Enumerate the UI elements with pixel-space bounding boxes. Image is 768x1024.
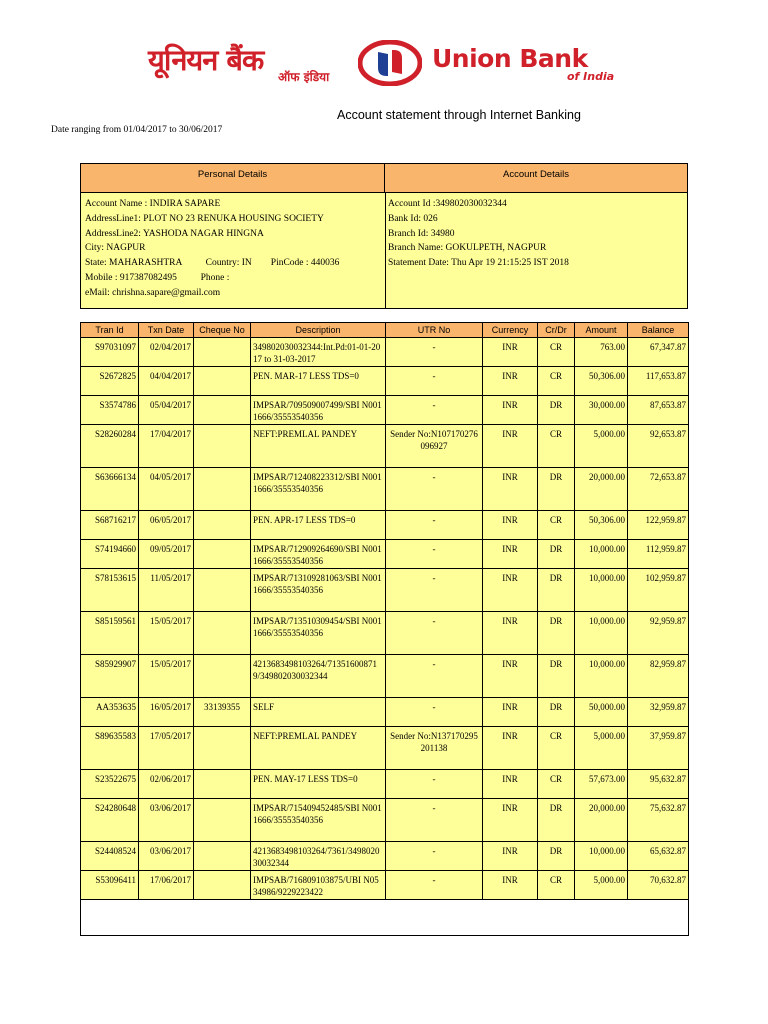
cell-currency: INR bbox=[483, 842, 538, 871]
cell-tran-id: S28260284 bbox=[81, 425, 139, 468]
cell-description: IMPSAR/709509007499/SBI N0011666/35553540356 bbox=[251, 396, 386, 425]
cell-txn-date: 02/06/2017 bbox=[139, 770, 194, 799]
cell-cheque-no bbox=[194, 540, 251, 569]
table-row bbox=[81, 468, 689, 511]
cell-tran-id: S85159561 bbox=[81, 612, 139, 655]
cell-balance: 37,959.87 bbox=[628, 727, 689, 770]
table-row bbox=[81, 655, 689, 698]
cell-amount: 30,000.00 bbox=[575, 396, 628, 425]
cell-balance: 92,959.87 bbox=[628, 612, 689, 655]
cell-utr-no: - bbox=[386, 468, 483, 511]
cell-tran-id: S85929907 bbox=[81, 655, 139, 698]
table-row bbox=[81, 425, 689, 468]
cell-balance: 32,959.87 bbox=[628, 698, 689, 727]
table-row bbox=[81, 770, 689, 799]
cell-utr-no: - bbox=[386, 612, 483, 655]
table-row bbox=[81, 540, 689, 569]
table-row bbox=[81, 396, 689, 425]
cell-currency: INR bbox=[483, 396, 538, 425]
cell-tran-id: S78153615 bbox=[81, 569, 139, 612]
cell-amount: 50,000.00 bbox=[575, 698, 628, 727]
cell-currency: INR bbox=[483, 468, 538, 511]
cell-txn-date: 03/06/2017 bbox=[139, 842, 194, 871]
cell-cr-dr: DR bbox=[538, 612, 575, 655]
cell-currency: INR bbox=[483, 569, 538, 612]
cell-currency: INR bbox=[483, 425, 538, 468]
cell-description: 4213683498103264/713516008719/349802030032344 bbox=[251, 655, 386, 698]
cell-cheque-no bbox=[194, 425, 251, 468]
cell-cheque-no bbox=[194, 569, 251, 612]
cell-cheque-no bbox=[194, 799, 251, 842]
cell-balance: 92,653.87 bbox=[628, 425, 689, 468]
bank-id: Bank Id: 026 bbox=[388, 213, 438, 224]
cell-amount: 20,000.00 bbox=[575, 799, 628, 842]
col-utr-no: UTR No bbox=[386, 323, 483, 338]
cell-cr-dr: DR bbox=[538, 698, 575, 727]
statement-title: Account statement through Internet Banking bbox=[337, 108, 581, 122]
cell-tran-id: S24280648 bbox=[81, 799, 139, 842]
address-line-1: AddressLine1: PLOT NO 23 RENUKA HOUSING SOCIETY bbox=[85, 213, 324, 224]
transactions-table bbox=[80, 322, 689, 936]
cell-currency: INR bbox=[483, 799, 538, 842]
cell-cheque-no bbox=[194, 871, 251, 900]
cell-txn-date: 15/05/2017 bbox=[139, 612, 194, 655]
cell-balance: 67,347.87 bbox=[628, 338, 689, 367]
transactions-body bbox=[81, 338, 689, 936]
bank-subname-hindi: ऑफ इंडिया bbox=[278, 70, 330, 84]
cell-txn-date: 03/06/2017 bbox=[139, 799, 194, 842]
cell-txn-date: 17/04/2017 bbox=[139, 425, 194, 468]
cell-amount: 50,306.00 bbox=[575, 367, 628, 396]
cell-txn-date: 17/05/2017 bbox=[139, 727, 194, 770]
state-country-pincode: State: MAHARASHTRA Country: IN PinCode : 440036 bbox=[85, 258, 340, 269]
cell-utr-no: - bbox=[386, 698, 483, 727]
table-row bbox=[81, 367, 689, 396]
table-row bbox=[81, 612, 689, 655]
cell-txn-date: 04/05/2017 bbox=[139, 468, 194, 511]
address-line-2: AddressLine2: YASHODA NAGAR HINGNA bbox=[85, 228, 264, 239]
cell-cr-dr: DR bbox=[538, 842, 575, 871]
cell-utr-no: - bbox=[386, 569, 483, 612]
empty-cell bbox=[81, 900, 689, 936]
cell-cr-dr: DR bbox=[538, 569, 575, 612]
cell-utr-no: - bbox=[386, 338, 483, 367]
table-row bbox=[81, 871, 689, 900]
table-row bbox=[81, 511, 689, 540]
cell-description: PEN. APR-17 LESS TDS=0 bbox=[251, 511, 386, 540]
cell-amount: 10,000.00 bbox=[575, 540, 628, 569]
cell-cheque-no bbox=[194, 612, 251, 655]
union-bank-logo-icon bbox=[358, 40, 422, 86]
details-box bbox=[80, 163, 688, 309]
cell-balance: 117,653.87 bbox=[628, 367, 689, 396]
cell-txn-date: 05/04/2017 bbox=[139, 396, 194, 425]
cell-utr-no: - bbox=[386, 367, 483, 396]
col-balance: Balance bbox=[628, 323, 689, 338]
cell-balance: 95,632.87 bbox=[628, 770, 689, 799]
account-id: Account Id :349802030032344 bbox=[388, 199, 507, 209]
cell-description: IMPSAR/712909264690/SBI N0011666/35553540356 bbox=[251, 540, 386, 569]
table-row bbox=[81, 842, 689, 871]
cell-balance: 65,632.87 bbox=[628, 842, 689, 871]
cell-tran-id: S68716217 bbox=[81, 511, 139, 540]
cell-amount: 57,673.00 bbox=[575, 770, 628, 799]
cell-cr-dr: CR bbox=[538, 511, 575, 540]
cell-cr-dr: DR bbox=[538, 655, 575, 698]
cell-cr-dr: CR bbox=[538, 727, 575, 770]
cell-cr-dr: CR bbox=[538, 770, 575, 799]
cell-cr-dr: CR bbox=[538, 425, 575, 468]
cell-description: 4213683498103264/7361/349802030032344 bbox=[251, 842, 386, 871]
cell-txn-date: 02/04/2017 bbox=[139, 338, 194, 367]
cell-amount: 10,000.00 bbox=[575, 612, 628, 655]
cell-balance: 102,959.87 bbox=[628, 569, 689, 612]
cell-amount: 50,306.00 bbox=[575, 511, 628, 540]
table-row bbox=[81, 799, 689, 842]
col-cheque-no: Cheque No bbox=[194, 323, 251, 338]
cell-currency: INR bbox=[483, 770, 538, 799]
cell-utr-no: - bbox=[386, 655, 483, 698]
cell-tran-id: S2672825 bbox=[81, 367, 139, 396]
cell-currency: INR bbox=[483, 367, 538, 396]
cell-cheque-no bbox=[194, 727, 251, 770]
branch-name: Branch Name: GOKULPETH, NAGPUR bbox=[388, 243, 547, 254]
cell-amount: 5,000.00 bbox=[575, 425, 628, 468]
cell-txn-date: 06/05/2017 bbox=[139, 511, 194, 540]
statement-date: Statement Date: Thu Apr 19 21:15:25 IST 2018 bbox=[388, 258, 569, 269]
cell-txn-date: 11/05/2017 bbox=[139, 569, 194, 612]
cell-cheque-no bbox=[194, 655, 251, 698]
cell-cheque-no bbox=[194, 367, 251, 396]
cell-utr-no: - bbox=[386, 799, 483, 842]
cell-description: IMPSAB/716809103875/UBI N0534986/9229223422 bbox=[251, 871, 386, 900]
cell-description: PEN. MAY-17 LESS TDS=0 bbox=[251, 770, 386, 799]
cell-tran-id: S89635583 bbox=[81, 727, 139, 770]
cell-currency: INR bbox=[483, 655, 538, 698]
cell-txn-date: 09/05/2017 bbox=[139, 540, 194, 569]
cell-amount: 10,000.00 bbox=[575, 655, 628, 698]
cell-cheque-no bbox=[194, 770, 251, 799]
personal-details bbox=[85, 197, 339, 301]
account-details-heading: Account Details bbox=[385, 164, 687, 193]
col-currency: Currency bbox=[483, 323, 538, 338]
cell-cr-dr: DR bbox=[538, 799, 575, 842]
cell-utr-no: - bbox=[386, 842, 483, 871]
cell-currency: INR bbox=[483, 727, 538, 770]
table-row bbox=[81, 698, 689, 727]
account-name: Account Name : INDIRA SAPARE bbox=[85, 199, 221, 209]
cell-description: IMPSAR/713109281063/SBI N0011666/35553540356 bbox=[251, 569, 386, 612]
cell-description: IMPSAR/715409452485/SBI N0011666/35553540356 bbox=[251, 799, 386, 842]
bank-header bbox=[0, 0, 768, 100]
cell-currency: INR bbox=[483, 698, 538, 727]
date-range: Date ranging from 01/04/2017 to 30/06/2017 bbox=[51, 125, 223, 135]
cell-amount: 5,000.00 bbox=[575, 727, 628, 770]
col-tran-id: Tran Id bbox=[81, 323, 139, 338]
cell-currency: INR bbox=[483, 540, 538, 569]
cell-tran-id: S23522675 bbox=[81, 770, 139, 799]
cell-balance: 82,959.87 bbox=[628, 655, 689, 698]
cell-utr-no: - bbox=[386, 396, 483, 425]
cell-tran-id: S24408524 bbox=[81, 842, 139, 871]
cell-description: IMPSAR/713510309454/SBI N0011666/35553540356 bbox=[251, 612, 386, 655]
cell-currency: INR bbox=[483, 511, 538, 540]
cell-txn-date: 16/05/2017 bbox=[139, 698, 194, 727]
cell-currency: INR bbox=[483, 612, 538, 655]
table-header-row bbox=[81, 323, 689, 338]
table-row bbox=[81, 338, 689, 367]
mobile-phone: Mobile : 917387082495 Phone : bbox=[85, 272, 230, 283]
empty-row bbox=[81, 900, 689, 936]
cell-amount: 10,000.00 bbox=[575, 569, 628, 612]
cell-currency: INR bbox=[483, 338, 538, 367]
cell-tran-id: S74194660 bbox=[81, 540, 139, 569]
personal-details-heading: Personal Details bbox=[81, 164, 385, 193]
details-divider bbox=[385, 193, 386, 308]
cell-tran-id: S3574786 bbox=[81, 396, 139, 425]
col-amount: Amount bbox=[575, 323, 628, 338]
cell-txn-date: 15/05/2017 bbox=[139, 655, 194, 698]
cell-cheque-no: 33139355 bbox=[194, 698, 251, 727]
cell-cheque-no bbox=[194, 338, 251, 367]
cell-cr-dr: DR bbox=[538, 540, 575, 569]
bank-name: Union Bank bbox=[432, 44, 588, 73]
cell-utr-no: - bbox=[386, 511, 483, 540]
table-row bbox=[81, 727, 689, 770]
branch-id: Branch Id: 34980 bbox=[388, 228, 455, 239]
cell-description: NEFT:PREMLAL PANDEY bbox=[251, 727, 386, 770]
cell-utr-no: Sender No:N107170276096927 bbox=[386, 425, 483, 468]
city: City: NAGPUR bbox=[85, 243, 146, 254]
cell-cr-dr: CR bbox=[538, 871, 575, 900]
cell-cr-dr: DR bbox=[538, 396, 575, 425]
email: eMail: chrishna.sapare@gmail.com bbox=[85, 287, 221, 298]
cell-currency: INR bbox=[483, 871, 538, 900]
cell-description: NEFT:PREMLAL PANDEY bbox=[251, 425, 386, 468]
cell-txn-date: 17/06/2017 bbox=[139, 871, 194, 900]
col-txn-date: Txn Date bbox=[139, 323, 194, 338]
bank-subname: of India bbox=[567, 70, 615, 83]
cell-cheque-no bbox=[194, 511, 251, 540]
cell-balance: 112,959.87 bbox=[628, 540, 689, 569]
cell-cheque-no bbox=[194, 396, 251, 425]
cell-balance: 87,653.87 bbox=[628, 396, 689, 425]
cell-cr-dr: CR bbox=[538, 367, 575, 396]
cell-balance: 122,959.87 bbox=[628, 511, 689, 540]
cell-description: SELF bbox=[251, 698, 386, 727]
cell-cheque-no bbox=[194, 842, 251, 871]
account-details bbox=[388, 197, 569, 271]
cell-utr-no: Sender No:N137170295201138 bbox=[386, 727, 483, 770]
bank-name-hindi: यूनियन बैंक bbox=[148, 43, 264, 77]
cell-cr-dr: DR bbox=[538, 468, 575, 511]
cell-cr-dr: CR bbox=[538, 338, 575, 367]
cell-amount: 5,000.00 bbox=[575, 871, 628, 900]
cell-description: PEN. MAR-17 LESS TDS=0 bbox=[251, 367, 386, 396]
cell-txn-date: 04/04/2017 bbox=[139, 367, 194, 396]
cell-utr-no: - bbox=[386, 871, 483, 900]
table-row bbox=[81, 569, 689, 612]
cell-description: 349802030032344:Int.Pd:01-01-2017 to 31-03-2017 bbox=[251, 338, 386, 367]
cell-balance: 70,632.87 bbox=[628, 871, 689, 900]
cell-tran-id: S63666134 bbox=[81, 468, 139, 511]
cell-tran-id: S53096411 bbox=[81, 871, 139, 900]
cell-balance: 75,632.87 bbox=[628, 799, 689, 842]
cell-amount: 20,000.00 bbox=[575, 468, 628, 511]
cell-utr-no: - bbox=[386, 770, 483, 799]
cell-amount: 763.00 bbox=[575, 338, 628, 367]
col-cr-dr: Cr/Dr bbox=[538, 323, 575, 338]
cell-utr-no: - bbox=[386, 540, 483, 569]
col-description: Description bbox=[251, 323, 386, 338]
cell-cheque-no bbox=[194, 468, 251, 511]
cell-balance: 72,653.87 bbox=[628, 468, 689, 511]
cell-tran-id: S97031097 bbox=[81, 338, 139, 367]
cell-tran-id: AA353635 bbox=[81, 698, 139, 727]
cell-description: IMPSAR/712408223312/SBI N0011666/35553540356 bbox=[251, 468, 386, 511]
cell-amount: 10,000.00 bbox=[575, 842, 628, 871]
